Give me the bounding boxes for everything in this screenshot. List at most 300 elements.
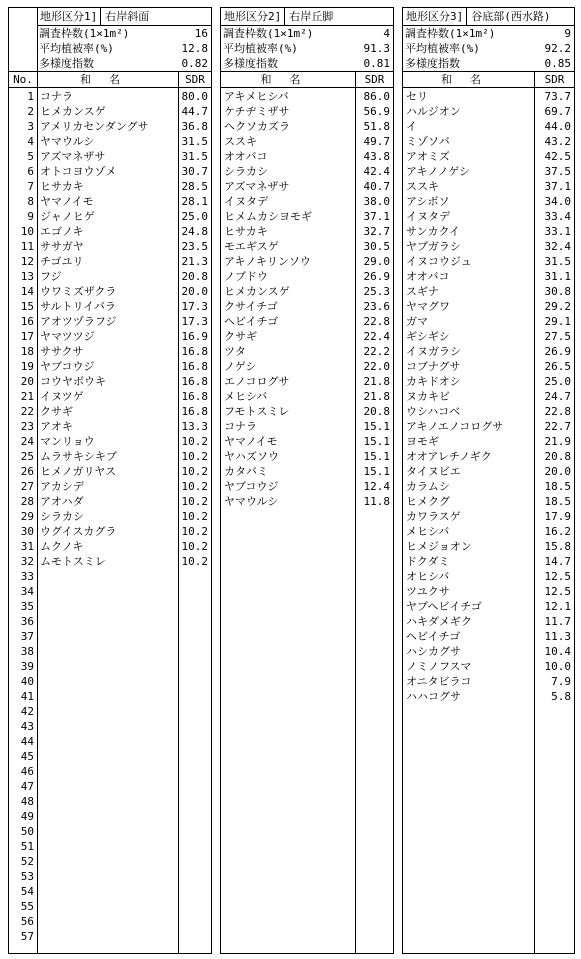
- table-row: [221, 284, 393, 299]
- table-row: [9, 104, 211, 119]
- species-name: ケチヂミザサ: [224, 105, 290, 118]
- table-row: [221, 104, 393, 119]
- species-name: コナラ: [224, 420, 257, 433]
- sdr-value: 16.9: [181, 330, 208, 343]
- sdr-value: 30.8: [544, 285, 571, 298]
- species-name: ウシハコベ: [406, 405, 461, 418]
- survey-frames-row: [37, 26, 211, 41]
- sdr-value: 12.5: [544, 585, 571, 598]
- species-name: ススキ: [224, 135, 257, 148]
- species-name: ヌカキビ: [406, 390, 450, 403]
- sdr-value: 10.2: [181, 450, 208, 463]
- table-row: [403, 464, 574, 479]
- row-number: 54: [20, 885, 34, 898]
- sdr-value: 37.5: [544, 165, 571, 178]
- row-number: 2: [27, 105, 34, 118]
- sdr-value: 25.3: [363, 285, 390, 298]
- row-number: 13: [20, 270, 34, 283]
- sdr-value: 20.8: [544, 450, 571, 463]
- sdr-value: 34.0: [544, 195, 571, 208]
- table-row: [403, 224, 574, 239]
- species-name: ヤマツツジ: [40, 330, 95, 343]
- mean-cover-value: 91.3: [363, 42, 390, 55]
- sdr-value: 12.1: [544, 600, 571, 613]
- species-name: オオバコ: [406, 270, 450, 283]
- sdr-value: 44.0: [544, 120, 571, 133]
- sdr-value: 10.2: [181, 435, 208, 448]
- species-name: ヘクソカズラ: [224, 120, 290, 133]
- row-number: 16: [20, 315, 34, 328]
- table-row: [9, 464, 211, 479]
- species-name: アオツヅラフジ: [40, 315, 117, 328]
- table-row: [403, 689, 574, 704]
- table-row: [221, 224, 393, 239]
- survey-frames-value: 4: [383, 27, 390, 40]
- species-name: イヌタデ: [224, 195, 268, 208]
- row-number: 25: [20, 450, 34, 463]
- number-column-top: [9, 8, 38, 71]
- species-name: ヒサカキ: [40, 180, 84, 193]
- table-row: [403, 89, 574, 104]
- sdr-value: 7.9: [551, 675, 571, 688]
- sdr-value: 10.2: [181, 465, 208, 478]
- row-number: 17: [20, 330, 34, 343]
- row-number: 52: [20, 855, 34, 868]
- species-name: メヒシバ: [406, 525, 450, 538]
- species-name: ノミノフスマ: [406, 660, 472, 673]
- species-name: ヤマウルシ: [224, 495, 279, 508]
- row-number: 49: [20, 810, 34, 823]
- sdr-value: 18.5: [544, 495, 571, 508]
- table-row: [221, 464, 393, 479]
- table-row: [221, 419, 393, 434]
- table-row: [403, 254, 574, 269]
- row-number: 22: [20, 405, 34, 418]
- sdr-value: 25.0: [181, 210, 208, 223]
- row-number: 48: [20, 795, 34, 808]
- species-name: フモトスミレ: [224, 405, 290, 418]
- table-row: [9, 299, 211, 314]
- sdr-header: SDR: [178, 72, 211, 87]
- sdr-header: SDR: [534, 72, 574, 87]
- species-name: モエギスゲ: [224, 240, 279, 253]
- table-row: [403, 299, 574, 314]
- survey-frames-row: [403, 26, 574, 41]
- row-number: 40: [20, 675, 34, 688]
- sdr-value: 16.2: [544, 525, 571, 538]
- species-name: ハルジオン: [406, 105, 461, 118]
- table-row: [403, 569, 574, 584]
- sdr-value: 16.8: [181, 390, 208, 403]
- row-number: 41: [20, 690, 34, 703]
- species-name: ハキダメギク: [406, 615, 472, 628]
- species-name: イヌガラシ: [406, 345, 461, 358]
- table-row: [9, 524, 211, 539]
- species-name: カキドオシ: [406, 375, 461, 388]
- table-row: [403, 404, 574, 419]
- table-row: [403, 419, 574, 434]
- species-name: アキメヒシバ: [224, 90, 289, 103]
- species-name: ノゲシ: [224, 360, 257, 373]
- species-name: イヌタデ: [406, 210, 450, 223]
- sdr-value: 26.9: [544, 345, 571, 358]
- table-row: [9, 449, 211, 464]
- table-row: [9, 179, 211, 194]
- mean-cover-label: 平均植被率(%): [405, 42, 480, 55]
- sdr-value: 12.5: [544, 570, 571, 583]
- species-name: オニタビラコ: [406, 675, 472, 688]
- species-name: サンカクイ: [406, 225, 460, 238]
- sdr-value: 15.1: [363, 450, 390, 463]
- table-row: [9, 149, 211, 164]
- sdr-value: 22.8: [363, 315, 390, 328]
- species-list: [221, 89, 393, 509]
- sdr-value: 23.5: [181, 240, 208, 253]
- sdr-value: 15.1: [363, 420, 390, 433]
- table-row: [9, 134, 211, 149]
- table-row: [9, 374, 211, 389]
- sdr-value: 31.5: [544, 255, 571, 268]
- row-number: 57: [20, 930, 34, 943]
- table-row: [403, 344, 574, 359]
- species-name: ササクサ: [40, 345, 84, 358]
- sdr-value: 22.7: [544, 420, 571, 433]
- table-row: [221, 89, 393, 104]
- table-row: [403, 524, 574, 539]
- species-name: ヤブガラシ: [406, 240, 461, 253]
- mean-cover-label: 平均植被率(%): [39, 42, 114, 55]
- row-number: 42: [20, 705, 34, 718]
- sdr-value: 10.2: [181, 525, 208, 538]
- column-header: [9, 71, 211, 88]
- table-row: [403, 284, 574, 299]
- species-name: ササガヤ: [40, 240, 84, 253]
- row-number: 34: [20, 585, 34, 598]
- sdr-value: 31.5: [181, 135, 208, 148]
- row-number: 9: [27, 210, 34, 223]
- sdr-value: 16.8: [181, 405, 208, 418]
- table-row: [403, 314, 574, 329]
- species-name: カタバミ: [224, 465, 268, 478]
- species-name: ヤハズソウ: [224, 450, 279, 463]
- table-row: [9, 539, 211, 554]
- sdr-value: 26.9: [363, 270, 390, 283]
- species-name: オオバコ: [224, 150, 268, 163]
- species-name: アシボソ: [406, 195, 450, 208]
- row-number: 32: [20, 555, 34, 568]
- name-header: 和名: [80, 73, 138, 86]
- sdr-value: 36.8: [181, 120, 208, 133]
- mean-cover-row: [403, 41, 574, 56]
- species-name: オオアレチノギク: [406, 450, 492, 463]
- mean-cover-row: [37, 41, 211, 56]
- sdr-value: 26.5: [544, 360, 571, 373]
- sdr-value: 80.0: [181, 90, 208, 103]
- row-number: 20: [20, 375, 34, 388]
- table-row: [9, 509, 211, 524]
- species-name: アメリカセンダングサ: [40, 120, 149, 133]
- row-number: 55: [20, 900, 34, 913]
- table-row: [221, 239, 393, 254]
- table-row: [9, 269, 211, 284]
- sdr-value: 38.0: [363, 195, 390, 208]
- table-row: [403, 209, 574, 224]
- table-row: [403, 614, 574, 629]
- sdr-value: 17.3: [181, 315, 208, 328]
- table-row: [221, 374, 393, 389]
- row-number: 26: [20, 465, 34, 478]
- species-name: ススキ: [406, 180, 439, 193]
- species-name: ヤマノイモ: [40, 195, 94, 208]
- table-row: [221, 209, 393, 224]
- species-name: アオキ: [40, 420, 73, 433]
- mean-cover-value: 92.2: [544, 42, 571, 55]
- sdr-value: 51.8: [363, 120, 390, 133]
- table-row: [403, 389, 574, 404]
- species-name: マンリョウ: [40, 435, 95, 448]
- row-number: 46: [20, 765, 34, 778]
- species-name: カラムシ: [406, 480, 450, 493]
- terrain-location: 右岸丘脚: [289, 10, 334, 23]
- table-row: [9, 554, 211, 569]
- diversity-value: 0.85: [544, 57, 571, 70]
- row-number: 28: [20, 495, 34, 508]
- table-row: [221, 179, 393, 194]
- table-row: [403, 164, 574, 179]
- sdr-value: 28.1: [181, 195, 208, 208]
- sdr-value: 11.8: [363, 495, 390, 508]
- species-name: ヒメクグ: [406, 495, 450, 508]
- sdr-value: 15.8: [544, 540, 571, 553]
- diversity-value: 0.81: [363, 57, 390, 70]
- mean-cover-label: 平均植被率(%): [223, 42, 298, 55]
- table-row: [221, 314, 393, 329]
- sdr-value: 73.7: [544, 90, 571, 103]
- row-number: 15: [20, 300, 34, 313]
- diversity-row: [37, 56, 211, 71]
- sdr-value: 10.4: [544, 645, 571, 658]
- table-row: [221, 404, 393, 419]
- row-number: 5: [27, 150, 34, 163]
- table-row: [9, 434, 211, 449]
- name-header: 和名: [441, 73, 499, 86]
- sdr-value: 10.0: [544, 660, 571, 673]
- table-row: [403, 674, 574, 689]
- species-name: ガマ: [406, 315, 428, 328]
- species-name: ヒサカキ: [224, 225, 268, 238]
- species-name: タイヌビエ: [406, 465, 461, 478]
- sdr-value: 11.3: [544, 630, 571, 643]
- table-row: [403, 479, 574, 494]
- sdr-value: 20.8: [363, 405, 390, 418]
- table-row: [221, 164, 393, 179]
- table-row: [403, 629, 574, 644]
- row-number: 24: [20, 435, 34, 448]
- table-row: [403, 584, 574, 599]
- table-row: [403, 239, 574, 254]
- no-header: No.: [9, 72, 38, 87]
- table-row: [221, 329, 393, 344]
- species-name: コウヤボウキ: [40, 375, 106, 388]
- table-row: [221, 299, 393, 314]
- row-number: 51: [20, 840, 34, 853]
- name-header: 和名: [260, 73, 319, 86]
- species-name: ムモトスミレ: [40, 555, 106, 568]
- row-number: 56: [20, 915, 34, 928]
- survey-frames-label: 調査枠数(1×1m²): [39, 27, 130, 40]
- species-name: エノコログサ: [224, 375, 290, 388]
- sdr-value: 20.8: [181, 270, 208, 283]
- species-name: ヤマウルシ: [40, 135, 95, 148]
- species-name: ウワミズザクラ: [40, 285, 117, 298]
- sdr-value: 23.6: [363, 300, 390, 313]
- species-name: イヌコウジュ: [406, 255, 472, 268]
- sdr-value: 69.7: [544, 105, 571, 118]
- species-name: クサイチゴ: [224, 300, 278, 313]
- row-number: 1: [27, 90, 34, 103]
- sdr-value: 43.2: [544, 135, 571, 148]
- table-row: [9, 359, 211, 374]
- species-name: クサギ: [40, 405, 73, 418]
- table-row: [9, 404, 211, 419]
- table-row: [403, 449, 574, 464]
- row-number: 37: [20, 630, 34, 643]
- sdr-value: 28.5: [181, 180, 208, 193]
- sdr-value: 22.4: [363, 330, 390, 343]
- species-name: ヒメジョオン: [406, 540, 472, 553]
- sdr-value: 24.7: [544, 390, 571, 403]
- sdr-value: 44.7: [181, 105, 208, 118]
- species-name: クサギ: [224, 330, 257, 343]
- species-name: コブナグサ: [406, 360, 461, 373]
- species-name: サルトリイバラ: [40, 300, 116, 313]
- diversity-label: 多様度指数: [405, 57, 460, 70]
- sdr-value: 10.2: [181, 510, 208, 523]
- sdr-value: 30.5: [363, 240, 390, 253]
- sdr-value: 13.3: [181, 420, 208, 433]
- table-row: [9, 389, 211, 404]
- sdr-value: 21.9: [544, 435, 571, 448]
- sdr-value: 15.1: [363, 465, 390, 478]
- species-name: ウグイスカグラ: [40, 525, 117, 538]
- table-row: [221, 134, 393, 149]
- species-name: ギシギシ: [406, 330, 450, 343]
- table-row: [403, 149, 574, 164]
- row-number: 3: [27, 120, 34, 133]
- species-list: [403, 89, 574, 704]
- sdr-value: 33.4: [544, 210, 571, 223]
- sdr-value: 32.4: [544, 240, 571, 253]
- survey-frames-label: 調査枠数(1×1m²): [223, 27, 314, 40]
- terrain-location: 谷底部(西水路): [471, 10, 551, 23]
- sdr-value: 31.5: [181, 150, 208, 163]
- species-name: コナラ: [40, 90, 73, 103]
- table-row: [221, 434, 393, 449]
- terrain-location: 右岸斜面: [105, 10, 150, 23]
- species-name: ハハコグサ: [406, 690, 461, 703]
- species-name: ヘビイチゴ: [406, 630, 461, 643]
- terrain-header: [37, 8, 211, 26]
- row-number: 47: [20, 780, 34, 793]
- species-name: アオハダ: [40, 495, 84, 508]
- table-row: [221, 194, 393, 209]
- terrain-label: 地形区分1]: [37, 8, 101, 25]
- species-name: ドクダミ: [406, 555, 450, 568]
- sdr-value: 29.1: [544, 315, 571, 328]
- sdr-value: 49.7: [363, 135, 390, 148]
- table-row: [221, 149, 393, 164]
- table-row: [403, 509, 574, 524]
- species-name: シラカシ: [224, 165, 268, 178]
- species-name: ヨモギ: [406, 435, 439, 448]
- sdr-value: 42.5: [544, 150, 571, 163]
- row-number: 8: [27, 195, 34, 208]
- row-number: 36: [20, 615, 34, 628]
- table-row: [221, 269, 393, 284]
- table-row: [221, 449, 393, 464]
- table-row: [221, 344, 393, 359]
- table-row: [403, 104, 574, 119]
- species-name: チゴユリ: [40, 255, 84, 268]
- sdr-value: 22.2: [363, 345, 390, 358]
- table-row: [403, 179, 574, 194]
- sdr-value: 20.0: [544, 465, 571, 478]
- species-name: セリ: [406, 90, 428, 103]
- row-number: 33: [20, 570, 34, 583]
- sdr-value: 21.8: [363, 375, 390, 388]
- row-number: 14: [20, 285, 34, 298]
- table-row: [9, 494, 211, 509]
- row-number: 12: [20, 255, 34, 268]
- row-number: 23: [20, 420, 34, 433]
- row-number: 19: [20, 360, 34, 373]
- species-name: ハシカグサ: [406, 645, 461, 658]
- species-name: アキノノゲシ: [406, 165, 470, 178]
- diversity-label: 多様度指数: [223, 57, 278, 70]
- species-list: [9, 89, 211, 569]
- species-name: ムクノキ: [40, 540, 84, 553]
- sdr-value: 14.7: [544, 555, 571, 568]
- table-row: [221, 494, 393, 509]
- row-number: 10: [20, 225, 34, 238]
- sdr-value: 32.7: [363, 225, 390, 238]
- sdr-value: 10.2: [181, 555, 208, 568]
- mean-cover-value: 12.8: [181, 42, 208, 55]
- species-name: オヒシバ: [406, 570, 450, 583]
- row-number: 29: [20, 510, 34, 523]
- panel-right-bank-foot: [220, 7, 394, 954]
- species-name: イ: [406, 120, 417, 133]
- table-row: [221, 119, 393, 134]
- species-name: ヤマグワ: [406, 300, 450, 313]
- sdr-value: 10.2: [181, 480, 208, 493]
- sdr-value: 30.7: [181, 165, 208, 178]
- panel-valley-bottom: [402, 7, 575, 954]
- sdr-value: 31.1: [544, 270, 571, 283]
- table-row: [9, 89, 211, 104]
- terrain-header: [403, 8, 574, 26]
- species-name: ヤブコウジ: [224, 480, 279, 493]
- species-name: ミゾソバ: [406, 135, 450, 148]
- table-row: [9, 194, 211, 209]
- table-row: [9, 329, 211, 344]
- sdr-value: 5.8: [551, 690, 571, 703]
- table-row: [403, 134, 574, 149]
- table-row: [403, 434, 574, 449]
- row-number: 50: [20, 825, 34, 838]
- table-row: [9, 119, 211, 134]
- species-name: ヒメムカシヨモギ: [224, 210, 312, 223]
